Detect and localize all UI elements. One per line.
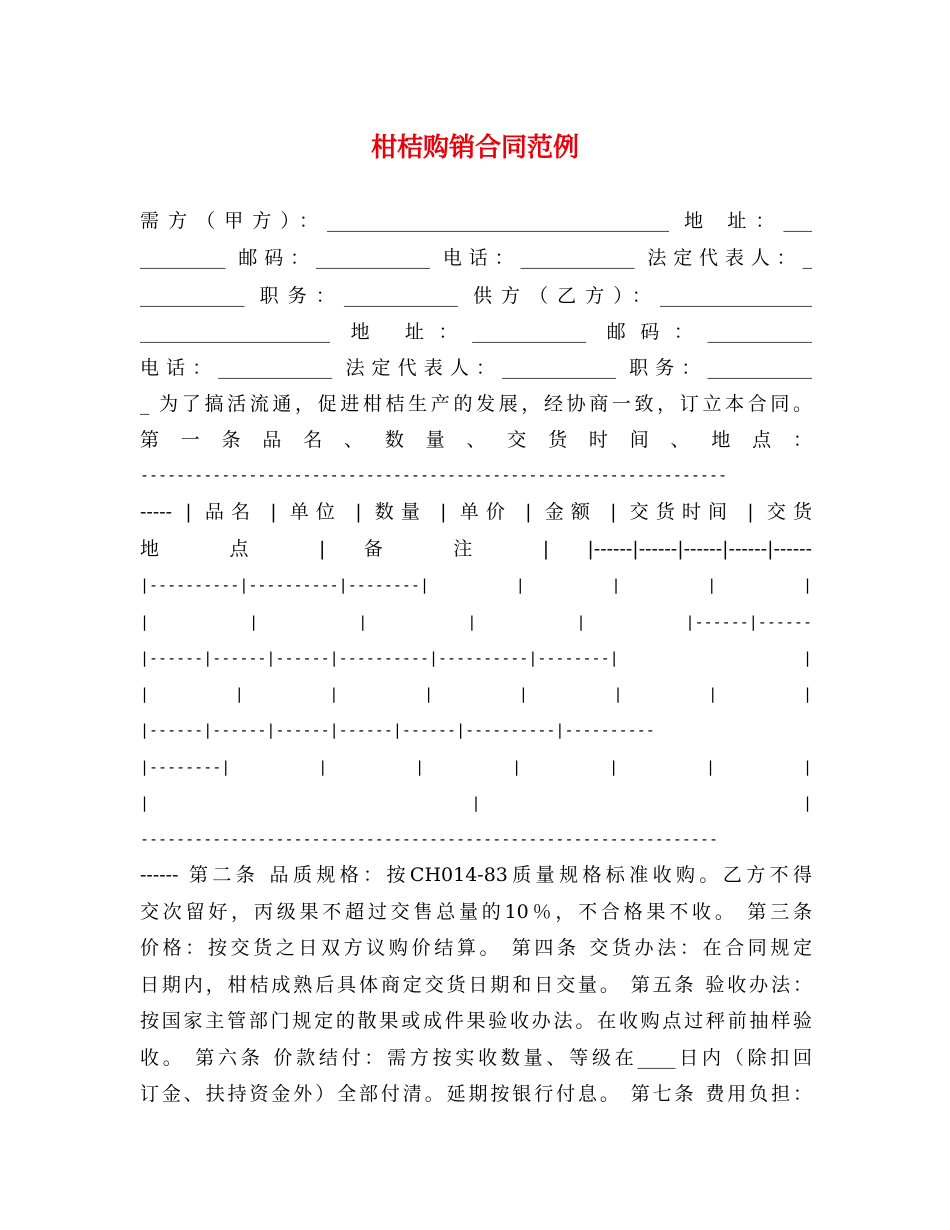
table-header-line: ----- | 品名 | 单位 | 数量 | 单价 | 金额 | 交货时间 | 交货: [140, 501, 812, 523]
text-line: _ 为了搞活流通，促进柑桔生产的发展，经协商一致，订立本合同。: [140, 393, 812, 415]
table-border-line: ----------------------------------------------------------------: [140, 830, 718, 848]
text-line: _________ 邮码：____________ 电话：____________ 法定代表人：_: [140, 247, 812, 269]
document-title: 柑桔购销合同范例: [370, 133, 579, 163]
table-row-line: | | | | | | | |: [140, 685, 812, 703]
text-line: 价格：按交货之日双方议购价结算。 第四条 交货办法：在合同规定: [140, 937, 812, 959]
table-row-line: |--------| | | | | | |: [140, 758, 812, 776]
text-line: 按国家主管部门规定的散果或成件果验收办法。在收购点过秤前抽样验: [140, 1010, 812, 1032]
text-line: 第 一 条 品 名 、 数 量 、 交 货 时 间 、 地 点 ：: [140, 429, 812, 451]
text-line: 电话：____________ 法定代表人：____________ 职务：___________: [140, 357, 812, 379]
text-line: 日期内，柑桔成熟后具体商定交货日期和日交量。 第五条 验收办法：: [140, 974, 812, 996]
table-row-line: | | | | | |------|------: [140, 613, 812, 631]
text-line: 需方（甲方）：____________________________________ 地 址：___: [140, 210, 812, 232]
text-line: ____________________ 地 址：____________ 邮码：___________: [140, 321, 812, 343]
table-row-line: |----------|----------|--------| | | | |: [140, 576, 812, 594]
table-row-line: |------|------|------|------|------|----------|----------: [140, 721, 655, 739]
table-header-line: 地 点 | 备 注 | |------|------|------|------|------: [140, 538, 812, 560]
text-line: ___________ 职务：____________ 供方（乙方）：________________: [140, 285, 812, 307]
text-line: ------ 第二条 品质规格：按CH014-83质量规格标准收购。乙方不得: [140, 864, 812, 886]
text-line: 订金、扶持资金外）全部付清。延期按银行付息。 第七条 费用负担：: [140, 1083, 812, 1105]
table-row-line: |------|------|------|----------|----------|--------| |: [140, 649, 812, 667]
table-border-line: -----------------------------------------------------------------: [140, 466, 727, 484]
table-row-line: | | |: [140, 794, 812, 812]
text-line: 收。 第六条 价款结付：需方按实收数量、等级在____日内（除扣回: [140, 1047, 812, 1069]
text-line: 交次留好，丙级果不超过交售总量的10％，不合格果不收。 第三条: [140, 901, 812, 923]
